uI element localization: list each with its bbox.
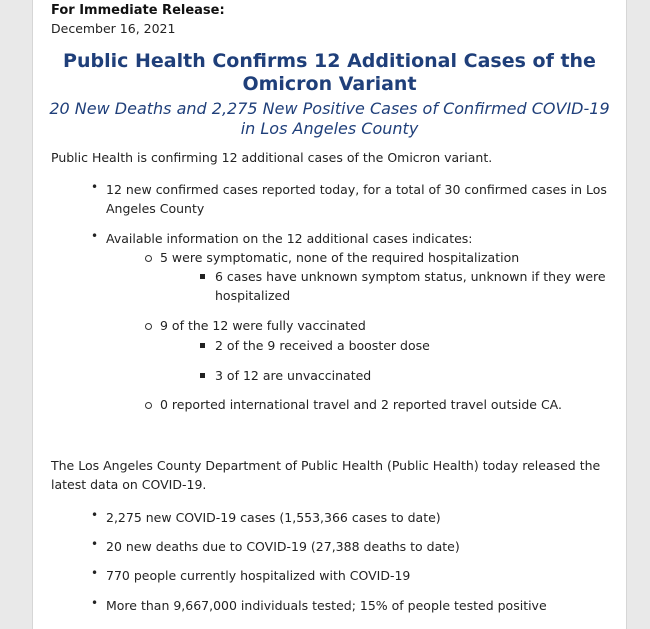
- sub-sub-list-item: 2 of the 9 received a booster dose: [215, 338, 430, 353]
- list-item-line: 6 cases have unknown symptom status, unknown if they were: [215, 269, 606, 284]
- list-item: Available information on the 12 additional cases indicates:: [106, 231, 473, 246]
- release-date: December 16, 2021: [51, 21, 176, 36]
- paragraph-line: latest data on COVID-19.: [51, 477, 207, 492]
- bullet-square-icon: [200, 343, 205, 348]
- sub-sub-list-item: [215, 267, 606, 305]
- headline-title-line-1: Public Health Confirms 12 Additional Cases of the: [63, 50, 596, 72]
- bullet-circle-icon: [145, 402, 152, 409]
- release-label: For Immediate Release:: [51, 3, 225, 18]
- headline-title-line-2: Omicron Variant: [242, 73, 417, 95]
- list-item: More than 9,667,000 individuals tested; 15% of people tested positive: [106, 598, 547, 613]
- list-item-line: Angeles County: [106, 201, 205, 216]
- bullet-disc-icon: [91, 566, 98, 580]
- headline-subtitle: [33, 99, 626, 139]
- list-item-line: hospitalized: [215, 288, 291, 303]
- list-item: 20 new deaths due to COVID-19 (27,388 deaths to date): [106, 539, 460, 554]
- sub-list-item: 9 of the 12 were fully vaccinated: [160, 318, 366, 333]
- list-item: [106, 180, 607, 218]
- data-intro-paragraph: [51, 456, 611, 494]
- press-release-page: [32, 0, 627, 629]
- sub-sub-list-item: 3 of 12 are unvaccinated: [215, 368, 372, 383]
- headline-title: [33, 50, 626, 96]
- list-item: 770 people currently hospitalized with COVID-19: [106, 568, 411, 583]
- bullet-disc-icon: [91, 508, 98, 522]
- headline-subtitle-line-2: in Los Angeles County: [240, 119, 419, 138]
- bullet-disc-icon: [91, 596, 98, 610]
- bullet-disc-icon: [91, 229, 98, 243]
- bullet-disc-icon: [91, 537, 98, 551]
- sub-list-item: 0 reported international travel and 2 reported travel outside CA.: [160, 397, 562, 412]
- bullet-circle-icon: [145, 323, 152, 330]
- bullet-square-icon: [200, 274, 205, 279]
- sub-list-item: 5 were symptomatic, none of the required hospitalization: [160, 250, 520, 265]
- bullet-circle-icon: [145, 255, 152, 262]
- bullet-disc-icon: [91, 180, 98, 194]
- list-item: 2,275 new COVID-19 cases (1,553,366 cases to date): [106, 510, 441, 525]
- paragraph-line: The Los Angeles County Department of Public Health (Public Health) today released the: [51, 458, 601, 473]
- intro-paragraph: Public Health is confirming 12 additional cases of the Omicron variant.: [51, 150, 493, 165]
- bullet-square-icon: [200, 373, 205, 378]
- headline-subtitle-line-1: 20 New Deaths and 2,275 New Positive Cases of Confirmed COVID-19: [49, 99, 610, 118]
- list-item-line: 12 new confirmed cases reported today, for a total of 30 confirmed cases in Los: [106, 182, 607, 197]
